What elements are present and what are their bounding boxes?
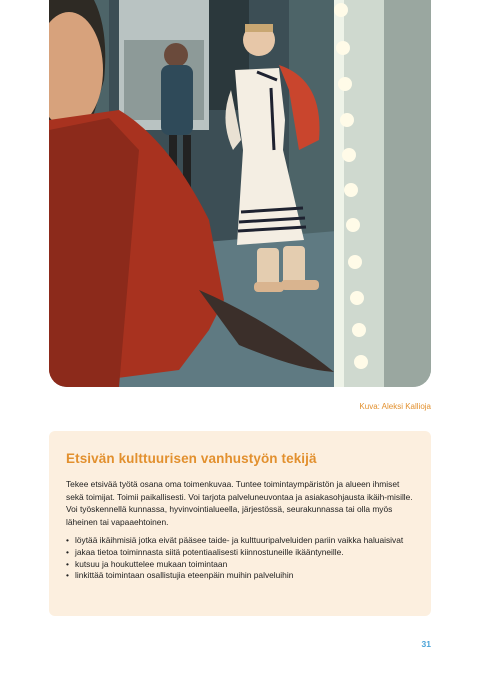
photo-credit: Kuva: Aleksi Kallioja: [359, 402, 431, 411]
info-title: Etsivän kulttuurisen vanhustyön tekijä: [66, 451, 317, 466]
info-body: Tekee etsivää työtä osana oma toimenkuvaa. Tuntee toimintaympäristön ja alueen ihmiset sekä toimijat. Toimii paikallisesti. Voi tarjota palveluneuvontaa ja asiakasohjausta ikäih-misille. Voi työskennellä kunnassa, hyvinvointialueella, järjestössä, seurakunnassa tai olla myös läheinen tai vapaaehtoinen.: [66, 479, 413, 527]
list-item: • jakaa tietoa toiminnasta siitä potentiaalisesti kiinnostuneille ikääntyneille.: [66, 547, 417, 559]
photo-mirror-dress-icon: [49, 0, 431, 387]
page-number: 31: [421, 639, 431, 649]
list-item: • löytää ikäihmisiä jotka eivät pääsee taide- ja kulttuuripalveluiden pariin vaikka haluaisivat: [66, 535, 417, 547]
list-item: • linkittää toimintaan osallistujia eteenpäin muihin palveluihin: [66, 570, 417, 582]
bullet-list: [66, 535, 417, 581]
list-item: • kutsuu ja houkuttelee mukaan toimintaan: [66, 559, 417, 571]
info-box: [49, 431, 431, 616]
photo: [49, 0, 431, 387]
